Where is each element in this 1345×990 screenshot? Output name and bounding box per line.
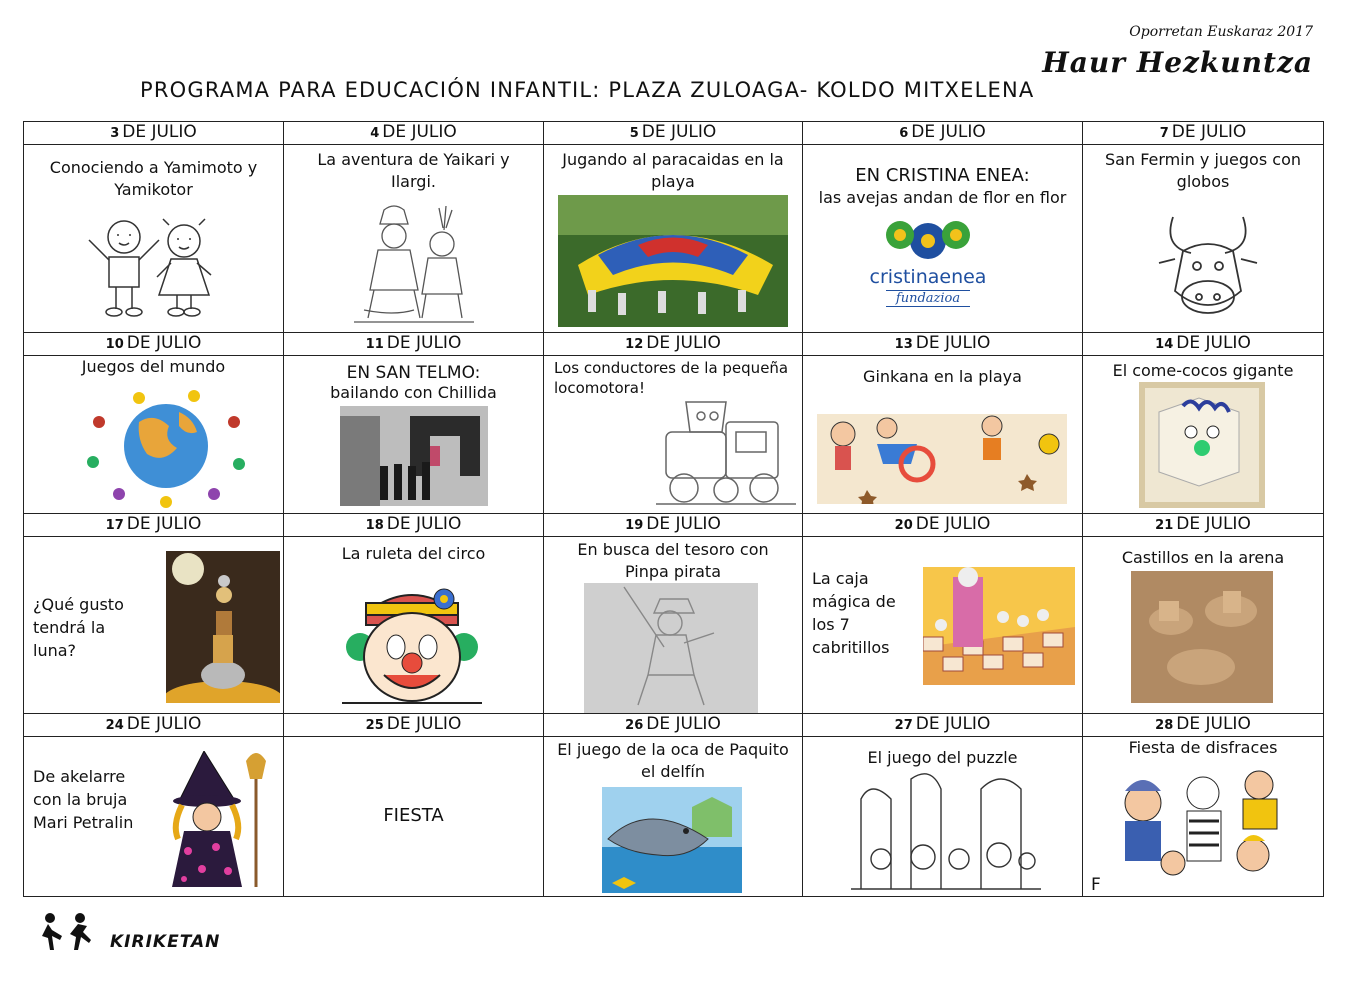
sandcastle-photo — [1131, 571, 1273, 703]
day-cell — [1083, 537, 1324, 714]
activity-text: Jugando al paracaidas en la playa — [562, 150, 784, 191]
day-cell — [284, 537, 544, 714]
date-header: 18 DE JULIO — [284, 514, 544, 537]
day-cell — [284, 145, 544, 333]
week-4-header — [24, 714, 1324, 737]
day-cell — [544, 145, 803, 333]
date-header: 14 DE JULIO — [1083, 333, 1324, 356]
activity-text: El juego del puzzle — [867, 748, 1018, 767]
day-cell — [1083, 737, 1324, 897]
adventure-drawing-icon — [344, 200, 484, 330]
stamp-letter: F — [1091, 875, 1101, 895]
week-1-header — [24, 122, 1324, 145]
day-cell — [544, 537, 803, 714]
world-children-icon — [79, 382, 254, 510]
date-header: 13 DE JULIO — [803, 333, 1083, 356]
date-header: 11 DE JULIO — [284, 333, 544, 356]
date-header: 10 DE JULIO — [24, 333, 284, 356]
day-cell — [24, 737, 284, 897]
day-cell — [1083, 145, 1324, 333]
costume-kids-icon — [1103, 763, 1307, 889]
peacock-icon — [878, 217, 978, 263]
date-header: 27 DE JULIO — [803, 714, 1083, 737]
brand-subtitle: Oporretan Euskaraz 2017 — [1129, 24, 1313, 40]
page-title: PROGRAMA PARA EDUCACIÓN INFANTIL: PLAZA ZULOAGA- KOLDO MITXELENA — [140, 78, 1035, 102]
week-3-activities — [24, 537, 1324, 714]
day-cell — [284, 737, 544, 897]
come-cocos-photo — [1139, 382, 1265, 508]
date-header: 4 DE JULIO — [284, 122, 544, 145]
activity-subtext: bailando con Chillida — [330, 383, 497, 402]
clown-icon — [332, 573, 492, 709]
week-4-activities — [24, 737, 1324, 897]
day-cell — [24, 537, 284, 714]
logo-text: KIRIKETAN — [110, 932, 221, 952]
activity-text: Ginkana en la playa — [863, 367, 1022, 386]
puzzle-drawing-icon — [851, 769, 1041, 891]
day-cell — [1083, 356, 1324, 514]
witch-icon — [164, 751, 276, 891]
date-header: 20 DE JULIO — [803, 514, 1083, 537]
logo-name: cristinaenea — [869, 266, 987, 288]
activity-text: Juegos del mundo — [81, 357, 226, 376]
activity-text: EN SAN TELMO: — [346, 363, 481, 383]
activity-subtext: las avejas andan de flor en flor — [818, 188, 1067, 207]
day-cell — [24, 145, 284, 333]
day-cell — [803, 737, 1083, 897]
parachute-photo — [558, 195, 788, 327]
date-header: 28 DE JULIO — [1083, 714, 1324, 737]
date-header: 6 DE JULIO — [803, 122, 1083, 145]
activity-text: Fiesta de disfraces — [1128, 738, 1278, 757]
running-kids-icon — [36, 912, 100, 952]
activity-text: Castillos en la arena — [1121, 548, 1285, 567]
dolphin-picture — [602, 787, 742, 893]
bull-drawing-icon — [1153, 211, 1263, 327]
activity-text: La aventura de Yaikari y Ilargi. — [317, 150, 510, 191]
week-2-header — [24, 333, 1324, 356]
activity-text: El juego de la oca de Paquito el delfín — [557, 740, 789, 781]
train-drawing-icon — [656, 392, 796, 510]
date-header: 25 DE JULIO — [284, 714, 544, 737]
activity-text: El come-cocos gigante — [1112, 361, 1294, 380]
activity-text: EN CRISTINA ENEA: — [855, 165, 1030, 186]
week-3-header — [24, 514, 1324, 537]
activity-text: San Fermin y juegos con globos — [1105, 150, 1301, 191]
kiriketan-logo — [36, 912, 220, 952]
activity-text: ¿Qué gusto tendrá la luna? — [33, 595, 124, 660]
day-cell — [544, 356, 803, 514]
week-2-activities — [24, 356, 1324, 514]
san-telmo-photo — [340, 406, 488, 506]
logo-subtitle: fundazioa — [886, 290, 970, 307]
date-header: 19 DE JULIO — [544, 514, 803, 537]
activity-text: En busca del tesoro con Pinpa pirata — [577, 540, 769, 581]
week-1-activities — [24, 145, 1324, 333]
date-header: 21 DE JULIO — [1083, 514, 1324, 537]
day-cell — [284, 356, 544, 514]
moon-animals-picture — [166, 551, 280, 703]
date-header: 5 DE JULIO — [544, 122, 803, 145]
day-cell — [544, 737, 803, 897]
date-header: 7 DE JULIO — [1083, 122, 1324, 145]
date-header: 3 DE JULIO — [24, 122, 284, 145]
date-header: 26 DE JULIO — [544, 714, 803, 737]
calendar-table — [23, 121, 1324, 897]
activity-text: La caja mágica de los 7 cabritillos — [812, 569, 896, 657]
day-cell — [24, 356, 284, 514]
goats-picture — [923, 567, 1075, 685]
date-header: 24 DE JULIO — [24, 714, 284, 737]
activity-text: Conociendo a Yamimoto y Yamikotor — [49, 158, 258, 199]
day-cell — [803, 356, 1083, 514]
brand-title: Haur Hezkuntza — [1042, 46, 1313, 79]
activity-text: De akelarre con la bruja Mari Petralin — [33, 767, 134, 832]
day-cell — [803, 537, 1083, 714]
day-cell — [803, 145, 1083, 333]
activity-text: Los conductores de la pequeña locomotora! — [554, 359, 789, 397]
date-header: 12 DE JULIO — [544, 333, 803, 356]
date-header: 17 DE JULIO — [24, 514, 284, 537]
brand-block — [1042, 24, 1313, 79]
kids-drawing-icon — [79, 215, 229, 325]
pirate-drawing-icon — [584, 583, 758, 713]
activity-text: FIESTA — [383, 805, 444, 826]
beach-kids-icon — [817, 414, 1067, 504]
activity-text: La ruleta del circo — [341, 544, 486, 563]
cristina-enea-logo — [848, 217, 1008, 309]
